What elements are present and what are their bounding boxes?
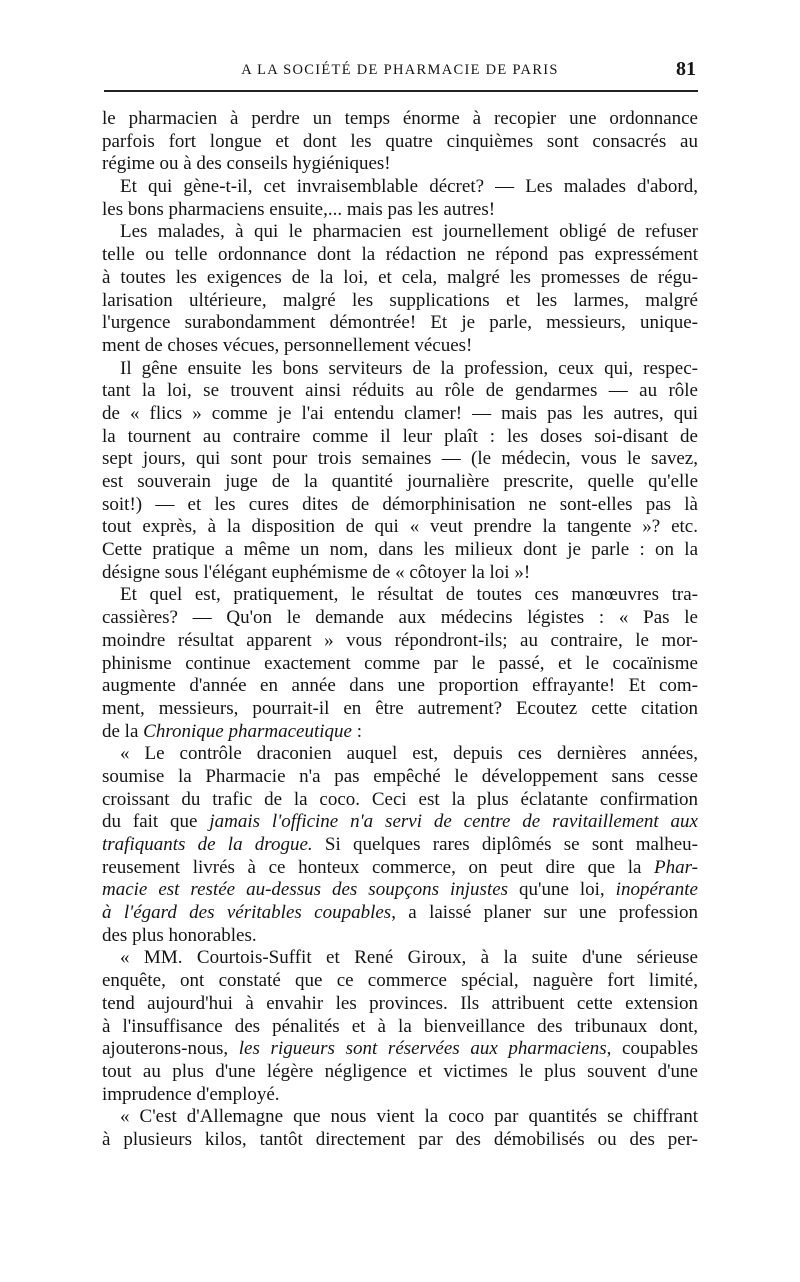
text-line: cassières? — Qu'on le demande aux médecins légistes : « Pas le — [102, 607, 698, 629]
text-line: à plusieurs kilos, tantôt directement par des démobilisés ou des per- — [102, 1128, 698, 1150]
text-line: augmente d'année en année dans une proportion effrayante! Et com- — [102, 675, 698, 697]
text-line: enquête, ont constaté que ce commerce spécial, naguère fort limité, — [102, 970, 698, 992]
text-line: régime ou à des conseils hygiéniques! — [102, 153, 391, 175]
header-rule — [104, 90, 698, 92]
text-line: le pharmacien à perdre un temps énorme à recopier une ordonnance — [102, 108, 698, 129]
text-line: « Le contrôle draconien auquel est, depuis ces dernières années, — [120, 743, 698, 765]
text-line: à l'insuffisance des pénalités et à la bienveillance des tribunaux dont, — [102, 1015, 698, 1037]
text-line: moindre résultat apparent » vous répondront-ils; au contraire, le mor- — [102, 629, 698, 651]
body-text — [102, 108, 698, 1152]
text-line — [102, 902, 698, 925]
text-line: tout exprès, à la disposition de qui « veut prendre la tangente »? etc. — [102, 516, 698, 538]
text-line: telle ou telle ordonnance dont la rédaction ne répond pas expressément — [102, 244, 698, 266]
page-number: 81 — [676, 58, 696, 80]
running-head: A LA SOCIÉTÉ DE PHARMACIE DE PARIS — [241, 62, 559, 78]
text-line: phinisme continue exactement comme par le passé, et le cocaïnisme — [102, 652, 698, 674]
italic-run: macie est restée au-dessus des soupçons injustes — [102, 879, 509, 901]
text-line: ment, messieurs, pourrait-il en être autrement? Ecoutez cette citation — [102, 697, 698, 719]
text-line — [102, 811, 698, 834]
text-line: Cette pratique a même un nom, dans les milieux dont je parle : on la — [102, 539, 698, 561]
text-run: ajouterons-nous, — [102, 1038, 239, 1060]
text-line: à toutes les exigences de la loi, et cela, malgré les promesses de régu- — [102, 266, 698, 288]
text-run: , a laissé planer sur une profession — [391, 902, 698, 924]
text-line: désigne sous l'élégant euphémisme de « côtoyer la loi »! — [102, 561, 531, 583]
text-line — [102, 721, 698, 744]
text-run: Si quelques rares diplômés se sont malheu- — [312, 834, 698, 855]
text-line: Et quel est, pratiquement, le résultat de toutes ces manœuvres tra- — [120, 584, 698, 606]
text-line: Les malades, à qui le pharmacien est journellement obligé de refuser — [120, 221, 698, 243]
text-line — [102, 1038, 698, 1061]
text-line — [102, 879, 698, 902]
text-line: la tournent au contraire comme il leur plaît : les doses soi-disant de — [102, 425, 698, 447]
text-run: de la — [102, 720, 144, 742]
text-run: , coupables — [606, 1038, 698, 1060]
text-line: tend aujourd'hui à envahir les provinces. Ils attribuent cette extension — [102, 992, 698, 1014]
text-line: Et qui gène-t-il, cet invraisemblable décret? — Les malades d'abord, — [120, 176, 698, 198]
text-line — [102, 857, 698, 880]
text-line: sept jours, qui sont pour trois semaines — (le médecin, vous le savez, — [102, 448, 698, 470]
italic-run: inopérante — [615, 879, 698, 901]
page-header — [104, 58, 696, 86]
text-line: ment de choses vécues, personnellement vécues! — [102, 334, 473, 356]
text-run: qu'une loi, — [508, 879, 616, 901]
text-line: est souverain juge de la quantité journalière prescrite, quelle qu'elle — [102, 471, 698, 492]
text-line: l'urgence surabondamment démontrée! Et je parle, messieurs, unique- — [102, 312, 698, 334]
italic-run: les rigueurs sont réservées aux pharmaciens — [238, 1038, 607, 1060]
text-line: Il gêne ensuite les bons serviteurs de la profession, ceux qui, respec- — [120, 357, 698, 379]
italic-run: trafiquants de la drogue. — [102, 834, 313, 855]
italic-run: Phar- — [654, 856, 698, 878]
text-line: soit!) — et les cures dites de démorphinisation ne sont-elles pas là — [102, 493, 698, 515]
text-line: imprudence d'employé. — [102, 1083, 280, 1105]
text-run: : — [351, 720, 362, 742]
italic-run: jamais l'officine n'a servi de centre de ravitaillement aux — [209, 811, 698, 833]
text-line: tant la loi, se trouvent ainsi réduits au rôle de gendarmes — au rôle — [102, 380, 698, 402]
text-run: du fait que — [102, 811, 210, 833]
italic-run: Chronique pharmaceutique — [143, 720, 352, 742]
text-line: soumise la Pharmacie n'a pas empêché le développement sans cesse — [102, 765, 698, 787]
text-line: croissant du trafic de la coco. Ceci est la plus éclatante confirmation — [102, 788, 698, 810]
text-line: des plus honorables. — [102, 924, 257, 946]
text-line: « C'est d'Allemagne que nous vient la coco par quantités se chiffrant — [120, 1106, 698, 1128]
text-line: « MM. Courtois-Suffit et René Giroux, à la suite d'une sérieuse — [120, 947, 698, 969]
text-line: parfois fort longue et dont les quatre cinquièmes sont consacrés au — [102, 130, 698, 152]
text-run: reusement livrés à ce honteux commerce, on peut dire que la — [102, 856, 655, 878]
text-line: de « flics » comme je l'ai entendu clamer! — mais pas les autres, qui — [102, 402, 698, 424]
text-line — [102, 834, 698, 857]
text-line: les bons pharmaciens ensuite,... mais pas les autres! — [102, 198, 496, 220]
text-line: tout au plus d'une légère négligence et victimes le plus souvent d'une — [102, 1060, 698, 1082]
text-line: larisation ultérieure, malgré les supplications et les larmes, malgré — [102, 289, 698, 311]
italic-run: à l'égard des véritables coupables — [102, 902, 392, 924]
